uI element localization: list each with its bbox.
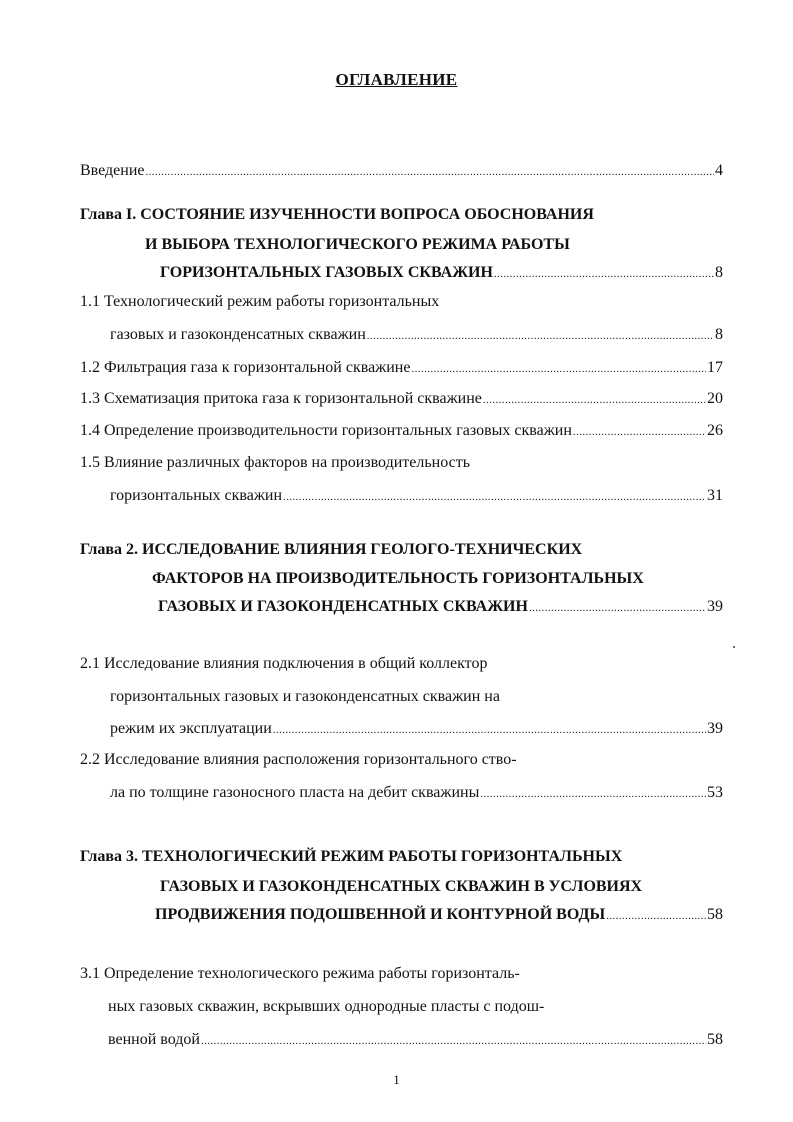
toc-entry-1-2: [80, 358, 723, 378]
dot-leader: [529, 598, 706, 618]
toc-entry-text: 2.2 Исследование влияния расположения горизонтального ство-: [80, 751, 517, 768]
toc-entry-text: 1.3 Схематизация притока газа к горизонтальной скважине: [80, 390, 482, 407]
chapter-heading-text: Глава 2. ИССЛЕДОВАНИЕ ВЛИЯНИЯ ГЕОЛОГО-ТЕХНИЧЕСКИХ: [80, 541, 583, 558]
toc-chapter-1-line1: [80, 205, 594, 225]
dot-leader: [480, 784, 706, 804]
toc-entry-text: 3.1 Определение технологического режима работы горизонталь-: [80, 965, 520, 982]
toc-entry-1-5-line2: [110, 486, 723, 506]
toc-chapter-2-line1: [80, 540, 582, 560]
toc-entry-text: 1.2 Фильтрация газа к горизонтальной скважине: [80, 359, 411, 376]
toc-entry-2-1-line3: [110, 719, 723, 739]
toc-entry-2-1-line1: [80, 654, 487, 674]
toc-entry-2-2-line1: [80, 750, 517, 770]
toc-page-number: 8: [715, 264, 723, 281]
toc-entry-2-2-line2: [110, 783, 723, 803]
toc-entry-text: Введение: [80, 162, 145, 179]
toc-page-number: 20: [707, 390, 723, 407]
dot-leader: [273, 720, 706, 740]
chapter-heading-text: ГОРИЗОНТАЛЬНЫХ ГАЗОВЫХ СКВАЖИН: [160, 264, 493, 281]
dot-leader: [606, 906, 706, 926]
toc-entry-text: газовых и газоконденсатных скважин: [110, 326, 366, 343]
toc-entry-text: горизонтальных газовых и газоконденсатных скважин на: [110, 688, 500, 705]
toc-entry-text: 1.4 Определение производительности горизонтальных газовых скважин: [80, 422, 572, 439]
toc-page-number: 4: [715, 162, 723, 179]
toc-entry-3-1-line3: [108, 1030, 723, 1050]
dot-leader: [146, 162, 715, 182]
toc-page-number: 39: [707, 598, 723, 615]
toc-entry-text: 2.1 Исследование влияния подключения в общий коллектор: [80, 655, 488, 672]
chapter-heading-text: Глава I. СОСТОЯНИЕ ИЗУЧЕННОСТИ ВОПРОСА ОБОСНОВАНИЯ: [80, 206, 594, 223]
toc-entry-text: режим их эксплуатации: [110, 720, 272, 737]
toc-chapter-2-line2: [152, 569, 644, 589]
toc-chapter-1-line3: [160, 263, 723, 283]
chapter-heading-text: ФАКТОРОВ НА ПРОИЗВОДИТЕЛЬНОСТЬ ГОРИЗОНТАЛЬНЫХ: [152, 570, 644, 587]
toc-entry-text: 1.1 Технологический режим работы горизонтальных: [80, 293, 440, 310]
toc-entry-intro: [80, 161, 723, 181]
dot-leader: [283, 487, 706, 507]
toc-page-number: 8: [715, 326, 723, 343]
toc-entry-1-5-line1: [80, 453, 470, 473]
toc-chapter-3-line3: [155, 905, 723, 925]
toc-entry-3-1-line2: [108, 997, 544, 1017]
chapter-heading-text: ПРОДВИЖЕНИЯ ПОДОШВЕННОЙ И КОНТУРНОЙ ВОДЫ: [155, 906, 606, 923]
toc-chapter-1-line2: [145, 235, 570, 255]
chapter-heading-text: ГАЗОВЫХ И ГАЗОКОНДЕНСАТНЫХ СКВАЖИН: [158, 598, 528, 615]
dot-leader: [367, 326, 714, 346]
dot-leader: [494, 264, 714, 284]
toc-title: ОГЛАВЛЕНИЕ: [335, 70, 458, 89]
toc-entry-3-1-line1: [80, 964, 520, 984]
dot-leader: [201, 1031, 706, 1051]
toc-chapter-3-line1: [80, 847, 622, 867]
toc-entry-text: ла по толщине газоносного пласта на дебит скважины: [110, 784, 480, 801]
scan-speck: [733, 646, 735, 648]
toc-entry-text: 1.5 Влияние различных факторов на производительность: [80, 454, 471, 471]
toc-entry-text: горизонтальных скважин: [110, 487, 283, 504]
toc-page-number: 58: [707, 1031, 723, 1048]
toc-entry-1-1-line1: [80, 292, 439, 312]
toc-page-number: 31: [707, 487, 723, 504]
dot-leader: [411, 359, 706, 379]
toc-entry-text: ных газовых скважин, вскрывших однородные пласты с подош-: [108, 998, 545, 1015]
toc-entry-text: венной водой: [108, 1031, 200, 1048]
chapter-heading-text: И ВЫБОРА ТЕХНОЛОГИЧЕСКОГО РЕЖИМА РАБОТЫ: [145, 236, 570, 253]
toc-chapter-2-line3: [158, 597, 723, 617]
chapter-heading-text: ГАЗОВЫХ И ГАЗОКОНДЕНСАТНЫХ СКВАЖИН В УСЛОВИЯХ: [160, 878, 643, 895]
toc-entry-1-3: [80, 389, 723, 409]
chapter-heading-text: Глава 3. ТЕХНОЛОГИЧЕСКИЙ РЕЖИМ РАБОТЫ ГОРИЗОНТАЛЬНЫХ: [80, 848, 623, 865]
page-number: 1: [393, 1072, 400, 1087]
toc-page-number: 26: [707, 422, 723, 439]
dot-leader: [483, 390, 706, 410]
toc-page-number: 17: [707, 359, 723, 376]
toc-page-number: 39: [707, 720, 723, 737]
dot-leader: [573, 422, 706, 442]
toc-entry-1-1-line2: [110, 325, 723, 345]
toc-chapter-3-line2: [160, 877, 642, 897]
toc-page-number: 58: [707, 906, 723, 923]
toc-page-number: 53: [707, 784, 723, 801]
toc-entry-2-1-line2: [110, 687, 500, 707]
toc-entry-1-4: [80, 421, 723, 441]
